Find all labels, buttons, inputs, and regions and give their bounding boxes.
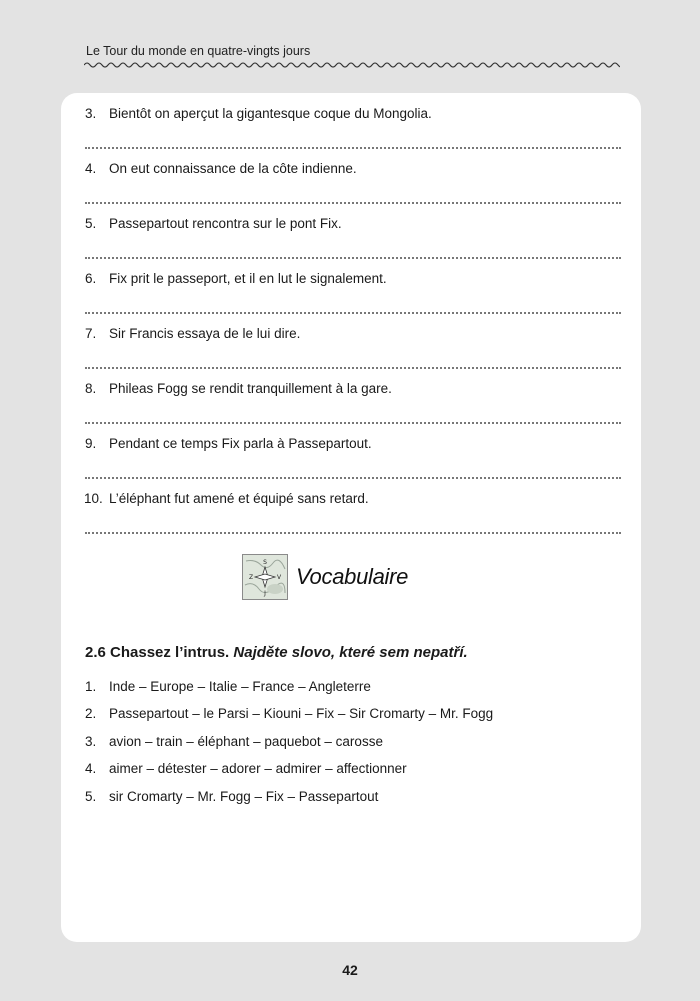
exercise-item	[85, 488, 621, 543]
exercise-item	[85, 213, 621, 268]
exercise-item	[85, 378, 621, 433]
answer-line[interactable]	[85, 257, 621, 259]
word-group: Inde – Europe – Italie – France – Angleterre	[109, 679, 371, 694]
item-number: 5.	[85, 216, 97, 231]
sentence: Pendant ce temps Fix parla à Passepartout.	[109, 436, 372, 451]
sentence: Phileas Fogg se rendit tranquillement à la gare.	[109, 381, 392, 396]
compass-north: S	[263, 559, 267, 566]
exercise-item	[85, 103, 621, 158]
vocabulary-title: Vocabulaire	[296, 564, 409, 589]
word-group: avion – train – éléphant – paquebot – carosse	[109, 733, 383, 749]
item-number: 1.	[85, 679, 97, 694]
exercise-list	[85, 103, 621, 543]
sentence: L’éléphant fut amené et équipé sans retard.	[109, 491, 369, 506]
compass-east: V	[276, 574, 282, 581]
list-item	[85, 679, 621, 706]
compass-map-icon	[242, 554, 288, 600]
answer-line[interactable]	[85, 147, 621, 149]
item-number: 9.	[85, 436, 97, 451]
exercise-title	[85, 644, 468, 661]
exercise-title-fr: 2.6 Chassez l’intrus.	[85, 644, 230, 661]
vocabulary-heading	[242, 554, 408, 600]
sentence: On eut connaissance de la côte indienne.	[109, 161, 357, 176]
sentence: Passepartout rencontra sur le pont Fix.	[109, 216, 342, 231]
answer-line[interactable]	[85, 532, 621, 534]
item-number: 8.	[85, 381, 97, 396]
compass-west: Z	[248, 574, 254, 581]
running-head: Le Tour du monde en quatre-vingts jours	[86, 44, 311, 58]
exercise-item	[85, 158, 621, 213]
word-group: aimer – détester – adorer – admirer – affectionner	[109, 761, 407, 777]
answer-line[interactable]	[85, 422, 621, 424]
exercise-item	[85, 323, 621, 378]
item-number: 3.	[85, 106, 97, 121]
exercise-item	[85, 268, 621, 323]
answer-line[interactable]	[85, 202, 621, 204]
item-number: 10.	[84, 491, 103, 506]
answer-line[interactable]	[85, 312, 621, 314]
list-item	[85, 706, 621, 733]
answer-line[interactable]	[85, 367, 621, 369]
list-item	[85, 761, 621, 788]
item-number: 7.	[85, 326, 97, 341]
item-number: 4.	[85, 761, 97, 777]
list-item	[85, 734, 621, 761]
list-item	[85, 789, 621, 816]
worksheet-card	[61, 93, 641, 942]
item-number: 3.	[85, 733, 97, 749]
compass-south: J	[264, 590, 266, 597]
item-number: 2.	[85, 706, 97, 722]
intrus-list	[85, 679, 621, 816]
page-number: 42	[342, 962, 358, 978]
exercise-title-cz: Najděte slovo, které sem nepatří.	[233, 644, 468, 661]
item-number: 5.	[85, 788, 97, 804]
sentence: Fix prit le passeport, et il en lut le signalement.	[109, 271, 387, 286]
word-group: Passepartout – le Parsi – Kiouni – Fix – Sir Cromarty – Mr. Fogg	[109, 706, 494, 722]
sentence: Bientôt on aperçut la gigantesque coque du Mongolia.	[109, 106, 432, 121]
wavy-divider	[84, 60, 620, 70]
exercise-item	[85, 433, 621, 488]
item-number: 6.	[85, 271, 97, 286]
word-group: sir Cromarty – Mr. Fogg – Fix – Passepartout	[109, 788, 379, 804]
item-number: 4.	[85, 161, 97, 176]
answer-line[interactable]	[85, 477, 621, 479]
sentence: Sir Francis essaya de le lui dire.	[109, 326, 301, 341]
